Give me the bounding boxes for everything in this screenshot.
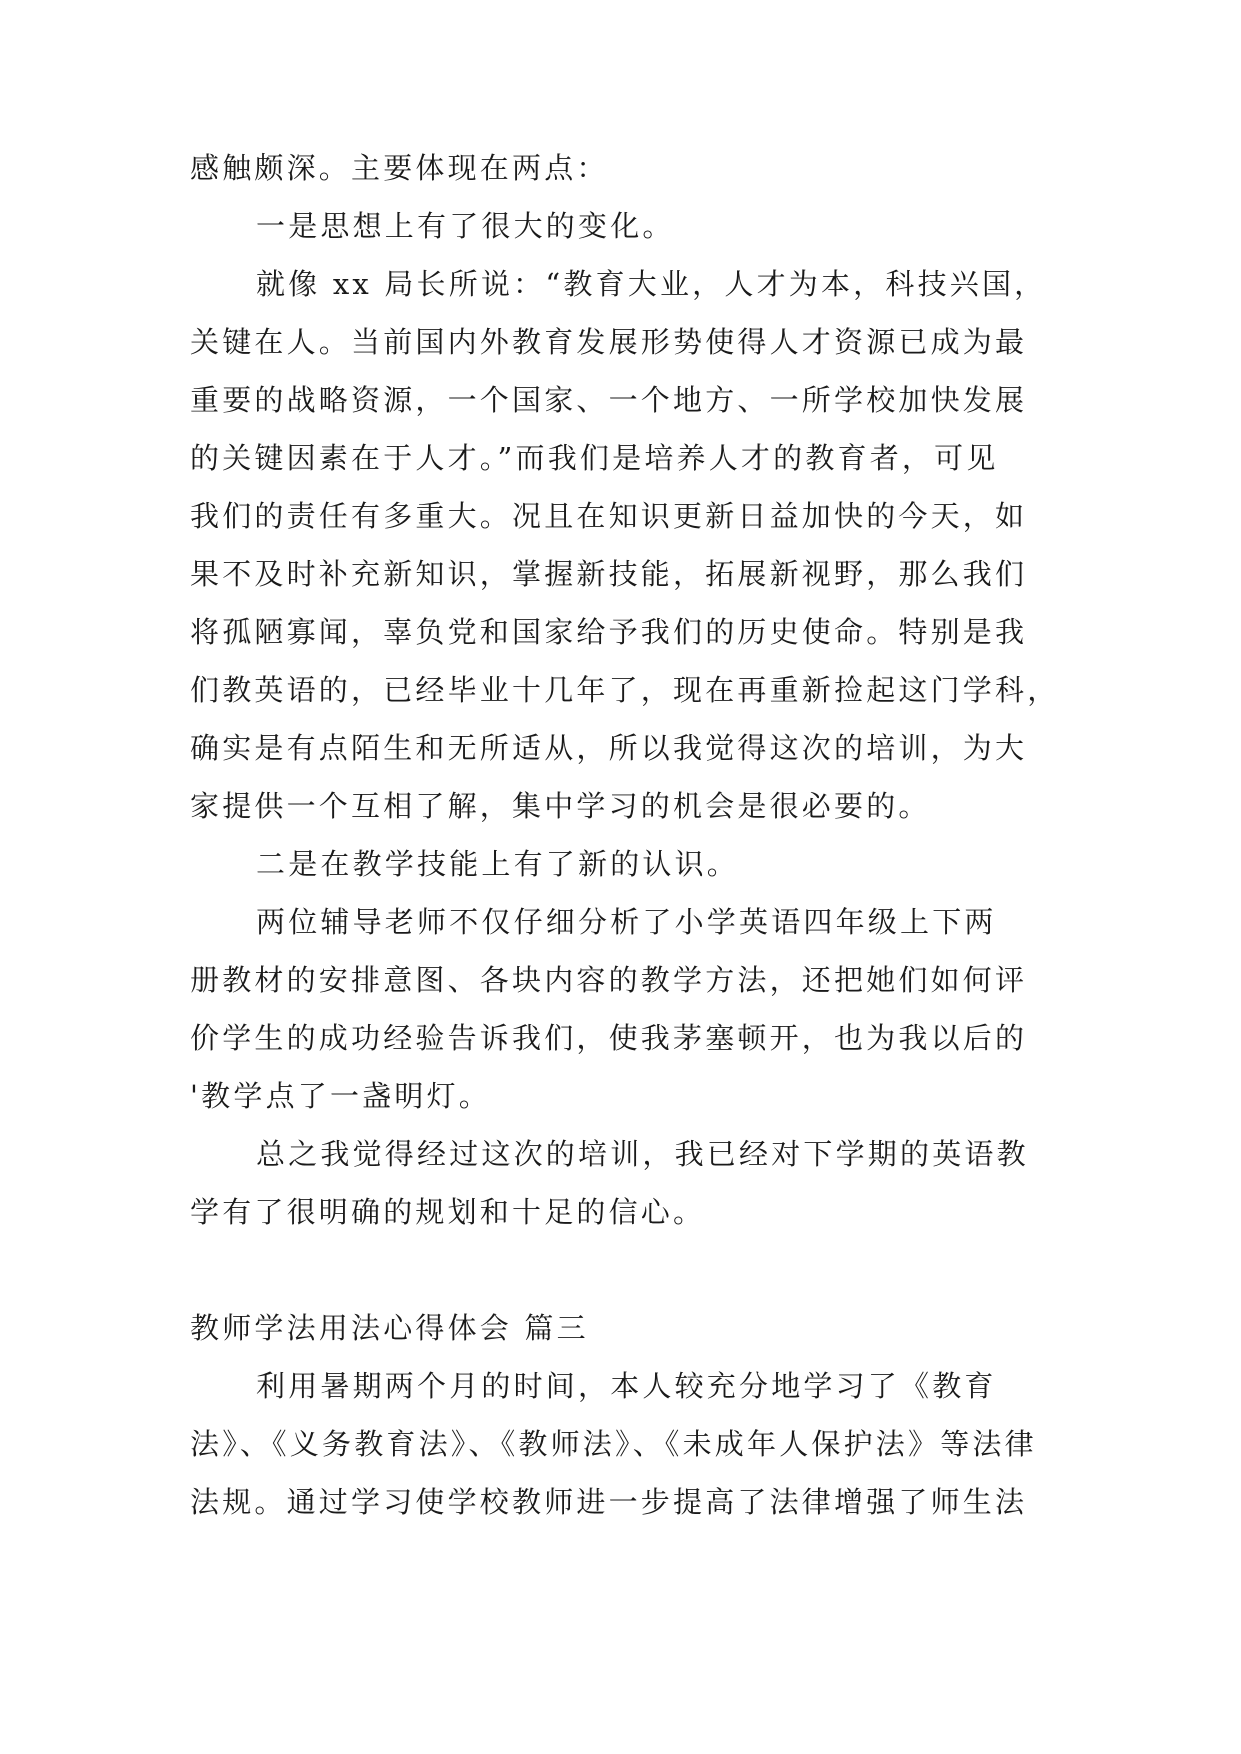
paragraph-line: 我们的责任有多重大。况且在知识更新日益加快的今天，如 <box>190 499 1028 533</box>
paragraph-line: 就像 xx 局长所说：“教育大业，人才为本，科技兴国， <box>256 267 1047 301</box>
paragraph-line: 总之我觉得经过这次的培训，我已经对下学期的英语教 <box>256 1137 1029 1171</box>
paragraph-line: 们教英语的，已经毕业十几年了，现在再重新捡起这门学科， <box>190 673 1060 707</box>
paragraph-line: 家提供一个互相了解，集中学习的机会是很必要的。 <box>190 789 931 823</box>
paragraph-line: '教学点了一盏明灯。 <box>190 1079 491 1113</box>
paragraph-line: 法规。通过学习使学校教师进一步提高了法律增强了师生法 <box>190 1485 1028 1519</box>
paragraph-line: 册教材的安排意图、各块内容的教学方法，还把她们如何评 <box>190 963 1028 997</box>
paragraph-line: 两位辅导老师不仅仔细分析了小学英语四年级上下两 <box>256 905 997 939</box>
section-heading: 教师学法用法心得体会 篇三 <box>190 1311 589 1345</box>
paragraph-line: 一是思想上有了很大的变化。 <box>256 209 675 243</box>
paragraph-line: 关键在人。当前国内外教育发展形势使得人才资源已成为最 <box>190 325 1028 359</box>
paragraph-line: 确实是有点陌生和无所适从，所以我觉得这次的培训，为大 <box>190 731 1028 765</box>
paragraph-line: 重要的战略资源，一个国家、一个地方、一所学校加快发展 <box>190 383 1028 417</box>
paragraph-line: 二是在教学技能上有了新的认识。 <box>256 847 740 881</box>
paragraph-line: 利用暑期两个月的时间，本人较充分地学习了《教育 <box>256 1369 997 1403</box>
paragraph-line: 价学生的成功经验告诉我们，使我茅塞顿开，也为我以后的 <box>190 1021 1028 1055</box>
paragraph-line: 法》、《义务教育法》、《教师法》、《未成年人保护法》等法律 <box>190 1427 1037 1461</box>
paragraph-line: 学有了很明确的规划和十足的信心。 <box>190 1195 706 1229</box>
paragraph-line: 的关键因素在于人才。”而我们是培养人才的教育者，可见 <box>190 441 999 475</box>
paragraph-line: 感触颇深。主要体现在两点： <box>190 151 609 185</box>
paragraph-line: 果不及时补充新知识，掌握新技能，拓展新视野，那么我们 <box>190 557 1028 591</box>
paragraph-line: 将孤陋寡闻，辜负党和国家给予我们的历史使命。特别是我 <box>190 615 1028 649</box>
